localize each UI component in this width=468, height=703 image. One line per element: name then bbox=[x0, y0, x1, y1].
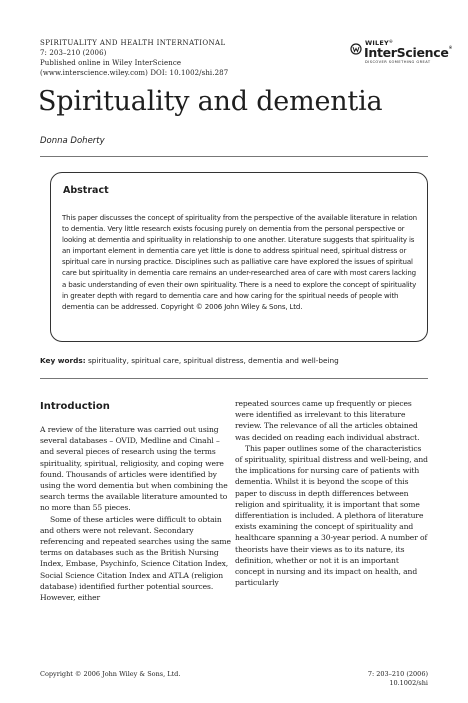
intro-paragraph-2-continued: repeated sources came up frequently or pieces were identified as irrelevant to this literature review. The relevance of all the articles obtained was decided on reading each individual abstract. bbox=[235, 399, 420, 442]
keywords bbox=[40, 356, 440, 365]
footer-citation-block bbox=[300, 670, 428, 688]
intro-paragraph-3: This paper outlines some of the characteristics of spirituality, spiritual distress and well-being, and the implications for nursing care of patients with dementia. Whilst it is beyond the scope of this paper to discuss in depth differences between religion and spirituality, it is important that some differentiation is included. A plethora of literature exists examining the concept of spirituality and healthcare spanning a 30-year period. A number of theorists have their views as to its nature, its definition, whether or not it is an important concept in nursing and its impact on health, and particularly bbox=[235, 443, 428, 588]
footer-citation: 7: 203–210 (2006) bbox=[367, 670, 428, 678]
abstract-box bbox=[50, 172, 428, 342]
divider-keywords bbox=[40, 378, 428, 379]
keywords-text: spirituality, spiritual care, spiritual distress, dementia and well-being bbox=[87, 356, 339, 365]
journal-name: SPIRITUALITY AND HEALTH INTERNATIONAL bbox=[40, 39, 226, 47]
interscience-wordmark: InterScience® bbox=[364, 45, 453, 60]
column-right bbox=[235, 398, 428, 588]
article-author: Donna Doherty bbox=[40, 136, 105, 146]
keywords-label: Key words: bbox=[40, 356, 86, 365]
column-left bbox=[40, 424, 233, 603]
journal-citation: 7: 203–210 (2006) bbox=[40, 49, 107, 57]
wiley-wordmark: WILEY® bbox=[365, 39, 394, 47]
published-online: Published online in Wiley InterScience bbox=[40, 59, 182, 67]
intro-paragraph-2: Some of these articles were difficult to obtain and others were not relevant. Secondary referencing and repeated searches using the same terms on databases such as the British Nursing Index, Embase, Psychinfo, Science Citation Index, Social Science Citation Index and ATLA (religion database) identified further potential sources. However, either bbox=[40, 514, 231, 603]
divider-top bbox=[40, 156, 428, 157]
logo-tagline: DISCOVER SOMETHING GREAT bbox=[365, 60, 431, 64]
wiley-interscience-logo-icon bbox=[350, 43, 362, 55]
journal-header bbox=[40, 38, 340, 78]
section-heading-introduction: Introduction bbox=[40, 401, 110, 412]
footer-copyright: Copyright © 2006 John Wiley & Sons, Ltd. bbox=[40, 670, 181, 678]
abstract-heading: Abstract bbox=[63, 185, 109, 196]
footer-doi: 10.1002/shi bbox=[389, 679, 428, 687]
abstract-text: This paper discusses the concept of spirituality from the perspective of the available literature in relation to dementia. Very little research exists focusing purely on dementia from the personal perspective or looking at dementia and spirituality in relationship to one another. Literature suggests that spirituality is an important element in dementia care yet little is done to address spiritual need, spiritual distress or spiritual care in nursing practice. Disciplines such as palliative care have explored the issues of spiritual care but spirituality in dementia care remains an under-researched area of care with most carers lacking a basic understanding of even their own spirituality. There is a need to explore the concept of spirituality in greater depth with regard to dementia care and how caring for the spiritual needs of people with dementia can be addressed. Copyright © 2006 John Wiley & Sons, Ltd. bbox=[62, 213, 417, 311]
wiley-interscience-logo[interactable] bbox=[348, 39, 453, 67]
article-title: Spirituality and dementia bbox=[38, 86, 383, 117]
intro-paragraph-1: A review of the literature was carried out using several databases – OVID, Medline and Cinahl – and several pieces of research using the terms spirituality, spiritual, religiosity, and coping were found. Thousands of articles were identified by using the word dementia but when combining the search terms the available literature amounted to no more than 55 pieces. bbox=[40, 425, 228, 513]
doi-line: (www.interscience.wiley.com) DOI: 10.1002/shi.287 bbox=[40, 69, 229, 77]
